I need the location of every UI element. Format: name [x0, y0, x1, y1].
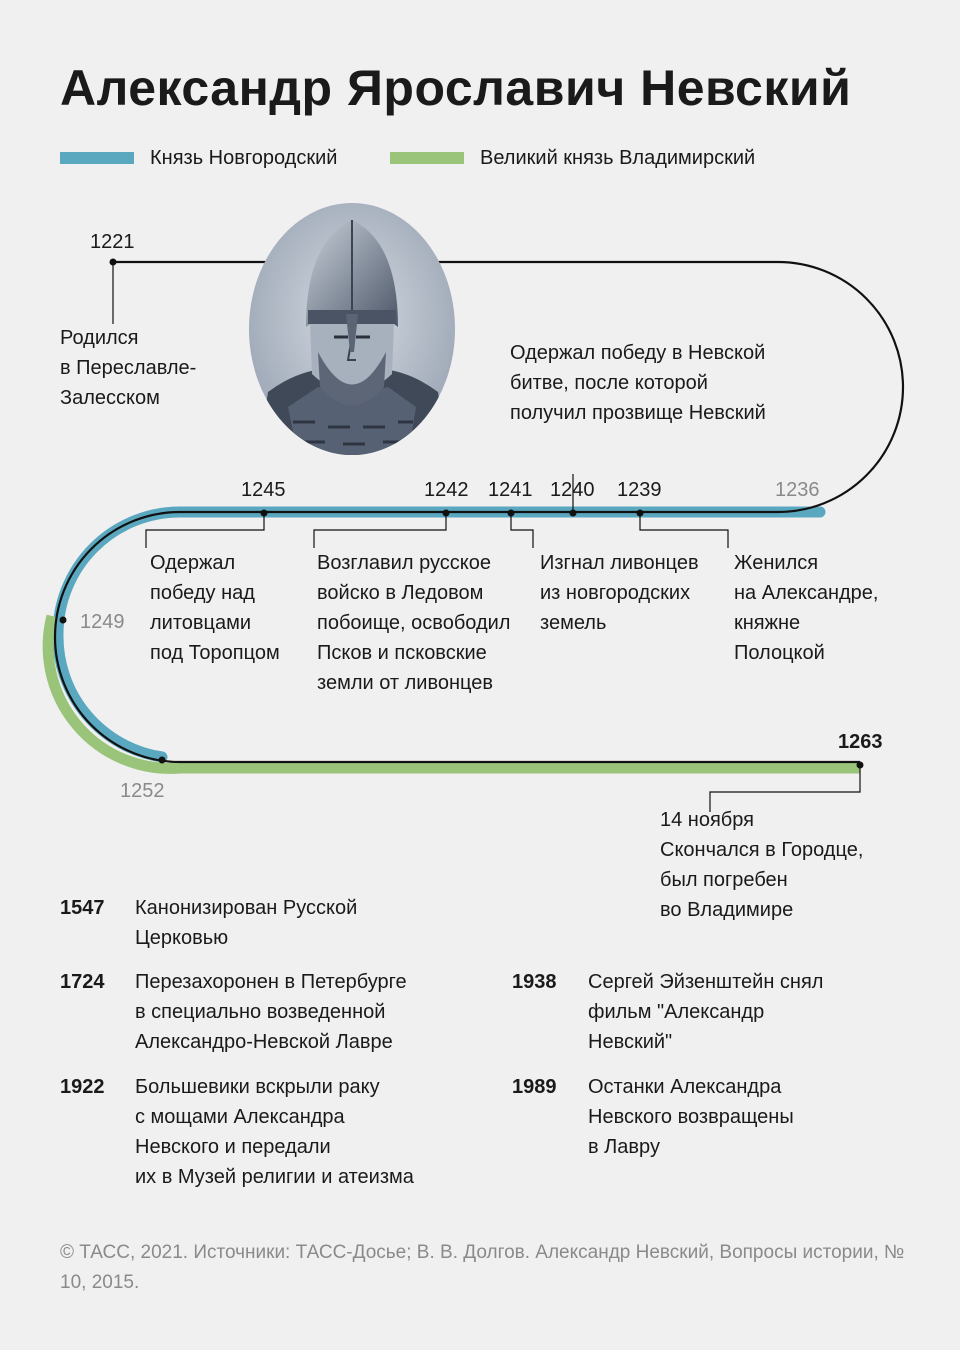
marker-1241-stem	[511, 513, 533, 548]
year-1241: 1241	[488, 479, 533, 501]
year-1221: 1221	[90, 231, 135, 253]
page-title: Александр Ярославич Невский	[60, 60, 852, 116]
note-year-1922: 1922	[60, 1076, 105, 1098]
legend-label-vladimir: Великий князь Владимирский	[480, 146, 756, 169]
note-text-1989: Останки Александра Невского возвращены в Лавру	[588, 1076, 794, 1158]
year-1263: 1263	[838, 731, 883, 753]
note-text-1922: Большевики вскрыли раку с мощами Александра Невского и передали их в Музей религии и атеизма	[135, 1076, 414, 1188]
note-year-1724: 1724	[60, 971, 105, 993]
note-text-1938: Сергей Эйзенштейн снял фильм "Александр Невский"	[588, 971, 824, 1053]
legend-label-novgorod: Князь Новгородский	[150, 146, 338, 169]
source-credit: © ТАСС, 2021. Источники: ТАСС-Досье; В. В. Долгов. Александр Невский, Вопросы истории, № 10, 2015.	[60, 1242, 905, 1293]
event-1242: Возглавил русское войско в Ледовом побоище, освободил Псков и псковские земли от ливонцев	[317, 552, 511, 694]
event-1241: Изгнал ливонцев из новгородских земель	[540, 552, 699, 634]
marker-1242-stem	[314, 513, 446, 548]
year-1239: 1239	[617, 479, 662, 501]
note-year-1547: 1547	[60, 897, 105, 919]
note-text-1724: Перезахоронен в Петербурге в специально возведенной Александро-Невской Лавре	[135, 971, 407, 1053]
marker-1252	[159, 757, 166, 764]
marker-1239-stem	[640, 513, 728, 548]
event-1239: Женился на Александре, княжне Полоцкой	[734, 552, 879, 664]
event-1240: Одержал победу в Невской битве, после которой получил прозвище Невский	[510, 342, 766, 424]
note-year-1938: 1938	[512, 971, 557, 993]
year-1245: 1245	[241, 479, 286, 501]
marker-1249	[60, 617, 67, 624]
year-1252: 1252	[120, 780, 165, 802]
year-1240: 1240	[550, 479, 595, 501]
event-1221: Родился в Переславле- Залесском	[60, 327, 197, 409]
event-1263: 14 ноября Скончался в Городце, был погребен во Владимире	[660, 809, 864, 921]
year-1242: 1242	[424, 479, 469, 501]
note-year-1989: 1989	[512, 1076, 557, 1098]
event-1245: Одержал победу над литовцами под Торопцом	[150, 552, 280, 664]
year-1249: 1249	[80, 611, 125, 633]
note-text-1547: Канонизирован Русской Церковью	[135, 897, 358, 949]
year-1236: 1236	[775, 479, 820, 501]
portrait-illustration	[248, 202, 456, 456]
